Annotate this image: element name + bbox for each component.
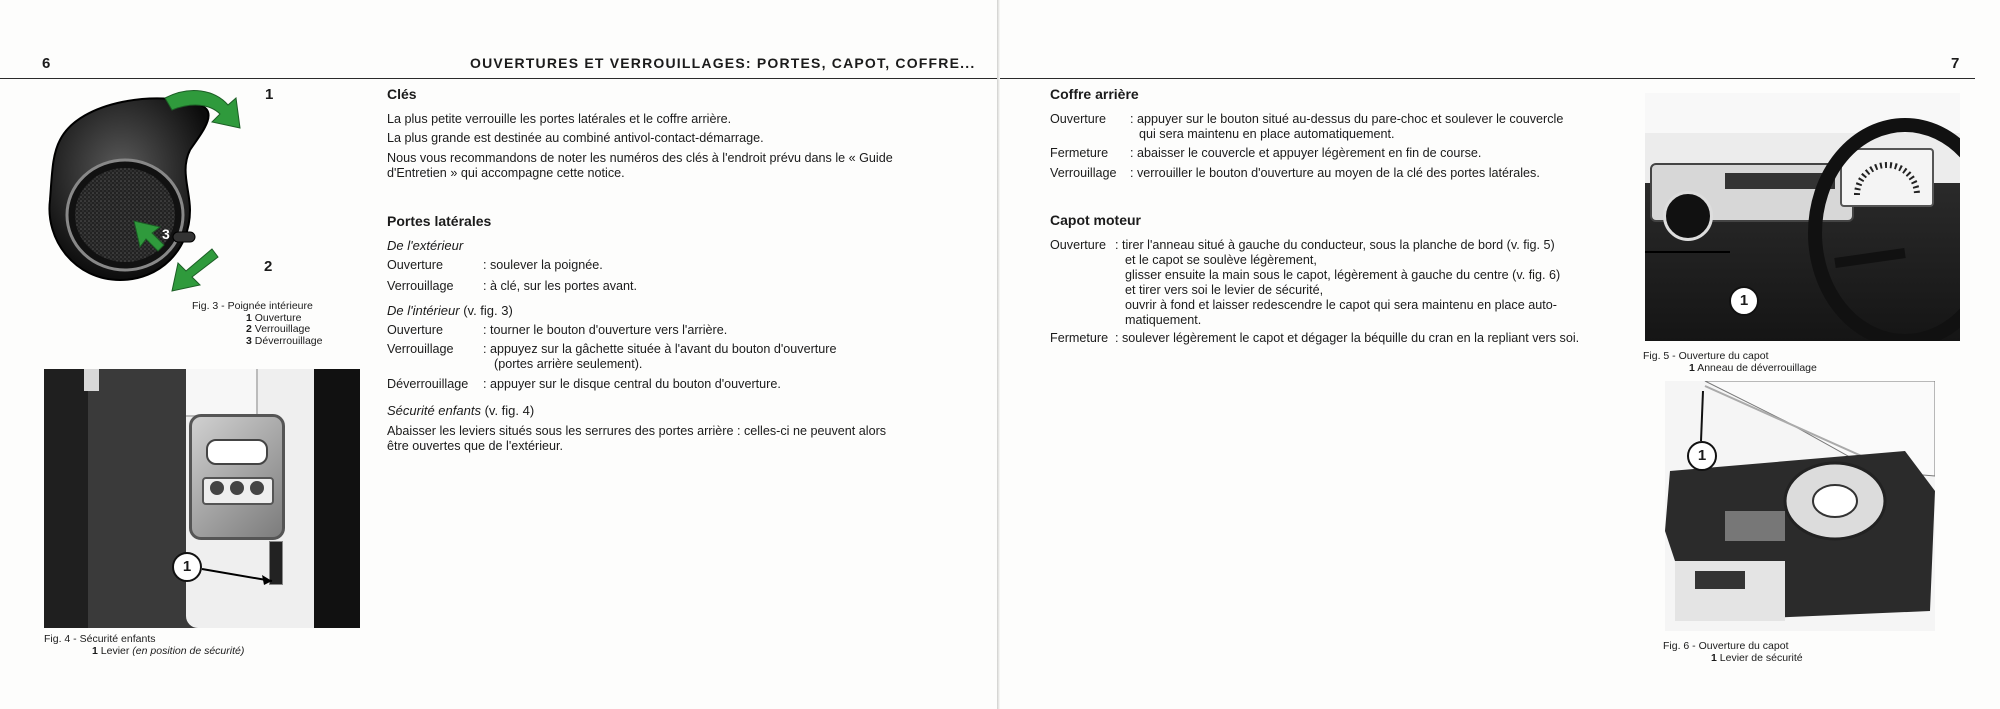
fig3-label: Fig. 3 - bbox=[192, 300, 225, 312]
subheading-securite: Sécurité enfants (v. fig. 4) bbox=[387, 403, 535, 418]
fig3-item-3: 3 Déverrouillage bbox=[246, 334, 323, 347]
fig4-callout-1: 1 bbox=[172, 552, 202, 582]
figure-5-photo bbox=[1645, 93, 1960, 341]
int-row-deverrouillage: Déverrouillage : appuyer sur le disque central du bouton d'ouverture. bbox=[387, 377, 781, 391]
figure-4-caption: Fig. 4 - Sécurité enfants 1 Levier (en position de sécurité) bbox=[44, 633, 245, 657]
coffre-row-fermeture: Fermeture : abaisser le couvercle et appuyer légèrement en fin de course. bbox=[1050, 146, 1482, 160]
int-row-ouverture: Ouverture : tourner le bouton d'ouverture vers l'arrière. bbox=[387, 323, 728, 337]
steering-wheel bbox=[1795, 113, 1960, 341]
figure-5-caption: Fig. 5 - Ouverture du capot 1 Anneau de déverrouillage bbox=[1643, 350, 1817, 374]
figure-3-illustration bbox=[40, 80, 274, 315]
coffre-row-ouverture-cont: qui sera maintenu en place automatiquement. bbox=[1139, 127, 1395, 141]
subheading-interieur: De l'intérieur (v. fig. 3) bbox=[387, 303, 513, 318]
fig6-callout-1: 1 bbox=[1687, 441, 1717, 471]
capot-row-ouverture: Ouverture : tirer l'anneau situé à gauche du conducteur, sous la planche de bord (v. fig. 5) et le capot se soulève légèrement, glisser ensuite la main sous le capot, légèrement à gauche du centre (v. fig. 6) et tirer vers soi le levier de sécurité, ouvrir à fond et laisser redescendre le capot qui sera maintenu en place auto- matiquement. bbox=[1050, 238, 1561, 327]
coffre-row-verrouillage: Verrouillage : verrouiller le bouton d'ouverture au moyen de la clé des portes latérales. bbox=[1050, 166, 1540, 180]
rotate-arrow-icon bbox=[160, 80, 250, 140]
arrow-label-3: 3 bbox=[162, 226, 170, 242]
cles-paragraph-1: La plus petite verrouille les portes latérales et le coffre arrière. bbox=[387, 112, 732, 126]
arrow-label-2: 2 bbox=[264, 258, 273, 275]
fig3-item-1: 1 Ouverture bbox=[246, 311, 302, 324]
subheading-exterieur: De l'extérieur bbox=[387, 238, 464, 253]
securite-paragraph-2: être ouvertes que de l'extérieur. bbox=[387, 439, 564, 453]
push-arrow-icon bbox=[170, 245, 220, 295]
figure-6-photo bbox=[1665, 381, 1935, 631]
right-page bbox=[1000, 0, 2000, 709]
lock-plate bbox=[189, 414, 285, 540]
int-row-verrouillage-cont: (portes arrière seulement). bbox=[494, 357, 643, 371]
header-rule-left bbox=[0, 78, 998, 79]
ext-row-ouverture: Ouverture : soulever la poignée. bbox=[387, 258, 603, 272]
cles-paragraph-3a: Nous vous recommandons de noter les numéros des clés à l'endroit prévu dans le « Guide bbox=[387, 151, 893, 165]
section-title-portes: Portes latérales bbox=[387, 213, 492, 229]
page-header-title: OUVERTURES ET VERROUILLAGES: PORTES, CAPOT, COFFRE... bbox=[470, 55, 976, 71]
figure-6-caption: Fig. 6 - Ouverture du capot 1 Levier de sécurité bbox=[1663, 640, 1803, 664]
left-page bbox=[0, 0, 998, 709]
page-number-right: 7 bbox=[1951, 55, 1960, 72]
fig5-callout-1: 1 bbox=[1729, 286, 1759, 316]
ext-row-verrouillage: Verrouillage : à clé, sur les portes avant. bbox=[387, 279, 637, 293]
section-title-coffre: Coffre arrière bbox=[1050, 86, 1139, 102]
coffre-row-ouverture: Ouverture : appuyer sur le bouton situé au-dessus du pare-choc et soulever le couvercle bbox=[1050, 112, 1564, 126]
page-number-left: 6 bbox=[42, 55, 51, 72]
section-title-capot: Capot moteur bbox=[1050, 212, 1141, 228]
capot-row-fermeture: Fermeture : soulever légèrement le capot et dégager la béquille du cran en la repliant vers soi. bbox=[1050, 331, 1580, 345]
cles-paragraph-3b: d'Entretien » qui accompagne cette notice. bbox=[387, 166, 625, 180]
int-row-verrouillage: Verrouillage : appuyez sur la gâchette située à l'avant du bouton d'ouverture bbox=[387, 342, 837, 356]
arrow-label-1: 1 bbox=[265, 86, 274, 103]
header-rule-right bbox=[1000, 78, 1975, 79]
securite-paragraph-1: Abaisser les leviers situés sous les serrures des portes arrière : celles-ci ne peuvent alors bbox=[387, 424, 887, 438]
fig3-item-2: 2 Verrouillage bbox=[246, 323, 311, 335]
figure-4-photo bbox=[44, 369, 360, 628]
fig3-title: Poignée intérieure bbox=[227, 300, 313, 312]
section-title-cles: Clés bbox=[387, 86, 417, 102]
figure-3-caption bbox=[192, 301, 352, 347]
cles-paragraph-2: La plus grande est destinée au combiné antivol-contact-démarrage. bbox=[387, 131, 764, 145]
